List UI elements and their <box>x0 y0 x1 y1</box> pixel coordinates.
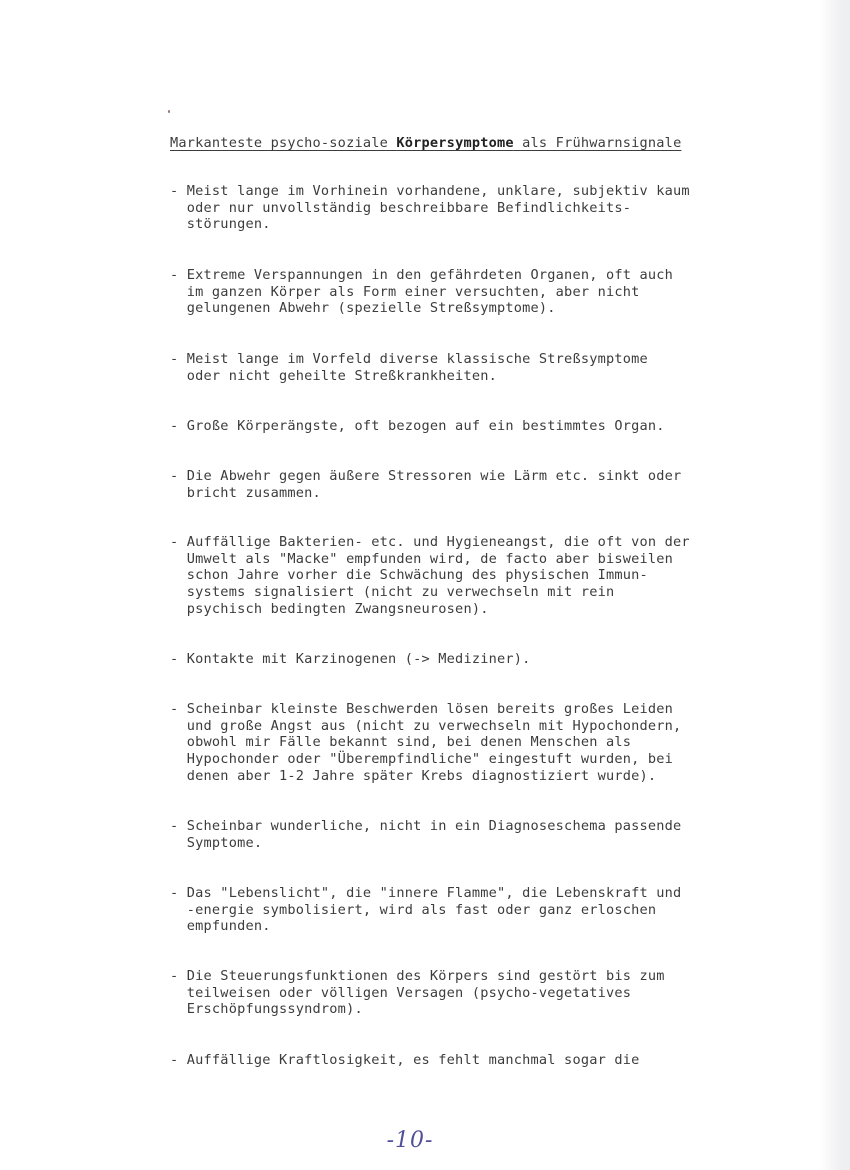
list-item: - Extreme Verspannungen in den gefährdeten Organen, oft auch im ganzen Körper als Form einer versuchten, aber nicht gelungenen Abwehr (spezielle Streßsymptome). <box>170 267 674 317</box>
list-item: - Scheinbar wunderliche, nicht in ein Diagnoseschema passende Symptome. <box>170 818 682 851</box>
scan-edge-shadow <box>820 0 850 1170</box>
page-number: -10- <box>386 1128 434 1153</box>
list-item: - Scheinbar kleinste Beschwerden lösen bereits großes Leiden und große Angst aus (nicht zu verwechseln mit Hypochondern, obwohl mir Fälle bekannt sind, bei denen Menschen als Hypochonder oder "Überempfindliche" eingestuft wurden, bei denen aber 1-2 Jahre später Krebs diagnostiziert wurde). <box>170 701 682 784</box>
list-item: - Auffällige Kraftlosigkeit, es fehlt manchmal sogar die <box>170 1052 640 1068</box>
heading-text-end: als Frühwarnsignale <box>513 135 682 151</box>
heading-bold-word: Körpersymptome <box>396 135 514 151</box>
page-heading <box>170 134 681 152</box>
list-item: - Das "Lebenslicht", die "innere Flamme", die Lebenskraft und -energie symbolisiert, wird als fast oder ganz erloschen empfunden. <box>170 885 682 935</box>
heading-text-start: Markanteste psycho-soziale <box>170 135 397 151</box>
list-item: - Die Abwehr gegen äußere Stressoren wie Lärm etc. sinkt oder bricht zusammen. <box>170 468 682 501</box>
list-item: - Meist lange im Vorhinein vorhandene, unklare, subjektiv kaum oder nur unvollständig beschreibbare Befindlichkeits- störungen. <box>170 183 690 233</box>
list-item: - Meist lange im Vorfeld diverse klassische Streßsymptome oder nicht geheilte Streßkrankheiten. <box>170 351 648 384</box>
list-item: - Auffällige Bakterien- etc. und Hygieneangst, die oft von der Umwelt als "Macke" empfunden wird, de facto aber bisweilen schon Jahre vorher die Schwächung des physischen Immun- systems signalisiert (nicht zu verwechseln mit rein psychisch bedingten Zwangsneurosen). <box>170 534 690 617</box>
scan-speck <box>168 110 170 113</box>
list-item: - Kontakte mit Karzinogenen (-> Mediziner). <box>170 651 531 667</box>
list-item: - Die Steuerungsfunktionen des Körpers sind gestört bis zum teilweisen oder völligen Versagen (psycho-vegetatives Erschöpfungssyndrom). <box>170 968 665 1018</box>
list-item: - Große Körperängste, oft bezogen auf ein bestimmtes Organ. <box>170 418 665 434</box>
